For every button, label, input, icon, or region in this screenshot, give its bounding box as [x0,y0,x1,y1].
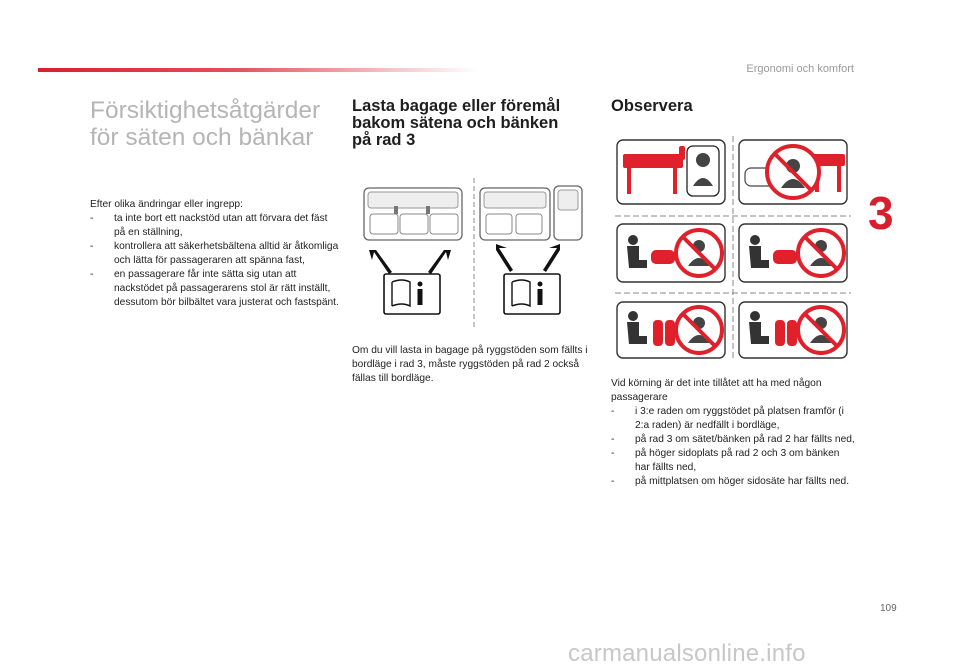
list-item: - på höger sidoplats på rad 2 och 3 om bänken har fällts ned, [611,447,856,475]
column-2-title-line-3: på rad 3 [352,131,416,149]
section-title: Ergonomi och komfort [746,63,854,75]
page-title [90,97,340,151]
prohibited-icon [676,230,722,276]
column-2-title [352,98,592,149]
pictogram-panel [617,224,725,282]
column-1-list [90,212,340,310]
column-3-list [611,405,856,489]
folded-seat-icon [364,188,462,240]
pictogram-panel [617,140,725,204]
book-info-icon [504,274,560,314]
list-item: - en passagerare får inte sätta sig utan att nackstödet på passagerarens stol är rätt inställt, dessutom bör bilbältet vara justerat och fastspänt. [90,268,340,310]
column-1-text [90,198,340,310]
page-number: 109 [880,603,897,614]
prohibited-icon [767,146,819,198]
page-title-line-2: för säten och bänkar [90,124,314,151]
book-info-icon [384,274,440,314]
pictogram-panel [617,302,725,358]
prohibited-icon [676,307,722,353]
list-item: - på mittplatsen om höger sidosäte har fällts ned. [611,475,856,489]
watermark: carmanualsonline.info [568,640,806,667]
column-2-body: Om du vill lasta in bagage på ryggstöden som fällts i bordläge i rad 3, måste ryggstöden på rad 2 också fällas till bordläge. [352,345,588,384]
column-2-text [352,344,592,386]
folded-seat-icon [651,250,675,264]
arrow-icon [369,244,560,274]
seated-passenger-icon [687,146,719,196]
list-item: - kontrollera att säkerhetsbältena alltid är åtkomliga och lätta för passageraren att spänna fast, [90,240,340,268]
column-2-title-line-1: Lasta bagage eller föremål [352,97,561,115]
list-item: - i 3:e raden om ryggstödet på platsen framför (i 2:a raden) är nedfällt i bordläge, [611,405,856,433]
pictogram-panel [739,302,847,358]
header-accent-bar [38,68,478,72]
prohibited-icon [798,230,844,276]
folded-seat-icon [480,186,582,240]
folded-seat-icon [773,250,797,264]
seat-luggage-illustration [362,178,592,328]
list-item: - ta inte bort ett nackstöd utan att förvara det fäst på en ställning, [90,212,340,240]
column-1-intro: Efter olika ändringar eller ingrepp: [90,199,243,210]
page-title-line-1: Försiktighetsåtgärder [90,97,321,124]
pictogram-panel [739,140,847,204]
column-3-title: Observera [611,97,693,115]
column-2-title-line-2: bakom sätena och bänken [352,114,559,132]
chapter-number: 3 [868,187,894,239]
column-3-intro: Vid körning är det inte tillåtet att ha med någon passagerare [611,378,822,403]
column-3-text [611,377,856,489]
warning-pictogram-grid [615,136,851,360]
pictogram-panel [739,224,847,282]
prohibited-icon [798,307,844,353]
list-item: - på rad 3 om sätet/bänken på rad 2 har fällts ned, [611,433,856,447]
